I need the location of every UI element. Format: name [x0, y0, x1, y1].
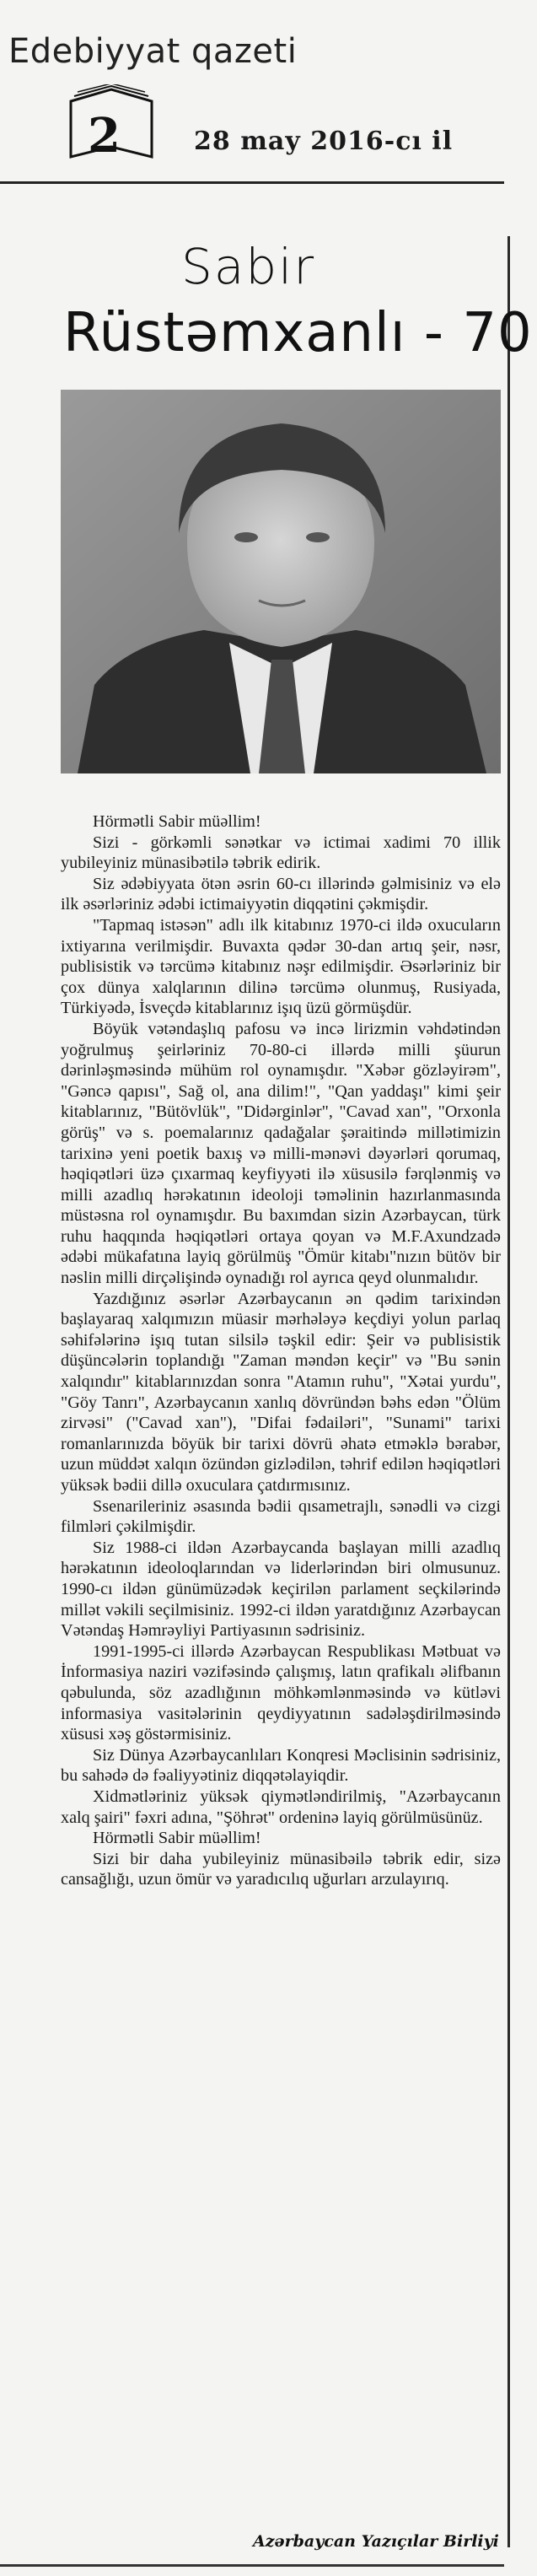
- paragraph-5: Böyük vətəndaşlıq pafosu və incə lirizmin vəhdətindən yoğrulmuş şeirləriniz 70-80-ci illərdə milli şüurun dərinləşməsində mühüm rol oynamışdır. "Xəbər gözləyirəm", "Gəncə qapısı", Sağ ol, ana dilim!", "Qan yaddaşı" kimi şeir kitablarınız, "Bütövlük", "Didərginlər", "Cavad xan", "Orxonla görüş" və s. poemalarınız qadağalar şəraitində millətimizin tarixinə yeni poetik baxış və milli-mənəvi dəyərləri qorumaq, həqiqətləri üzə çıxarmaq keyfiyyəti ilə xüsusilə fərqlənmiş və milli azadlıq hərəkatının ideoloji təməlinin hazırlanmasında müstəsna rol oynamışdır. Bu baxımdan sizin Azərbaycan, türk ruhu haqqında həqiqətləri ortaya qoyan və M.F.Axundzadə ədəbi mükafatına layiq görülmüş "Ömür kitabı"nızın bütöv bir nəslin milli dirçəlişində oynadığı rol ayrıca qeyd olunmalıdır.: [61, 1019, 501, 1288]
- portrait-photo: [61, 390, 501, 773]
- paragraph-3: Siz ədəbiyyata ötən əsrin 60-cı illərində gəlmisiniz və elə ilk əsərləriniz ədəbi ictimaiyyətin diqqətini çəkmişdir.: [61, 874, 501, 914]
- paragraph-8: Siz 1988-ci ildən Azərbaycanda başlayan milli azadlıq hərəkatının ideoloqlarından və liderlərindən biri olmusunuz. 1990-cı ildən günümüzədək keçirilən parlament seçkilərində millət vəkili seçilmisiniz. 1992-ci ildən yaratdığınız Azərbaycan Vətəndaş Həmrəyliyi Partiyasının sədrisiniz.: [61, 1538, 501, 1641]
- paragraph-9: 1991-1995-ci illərdə Azərbaycan Respublikası Mətbuat və İnformasiya naziri vəzifəsində çalışmış, latın qrafikalı əlifbanın qəbulunda, söz azadlığının möhkəmlənməsində və kütləvi informasiya vasitələrinin qeydiyyatının sadələşdirilməsində xüsusi xəş göstərmisiniz.: [61, 1641, 501, 1744]
- article-body: [61, 811, 501, 1890]
- column-divider: [507, 236, 510, 2547]
- page-number: 2: [88, 108, 121, 164]
- paragraph-6: Yazdığınız əsərlər Azərbaycanın ən qədim tarixindən başlayaraq xalqımızın müasir mərhələyə keçdiyi yolun parlaq səhifələrinə işıq tutan silsilə təşkil edir: Şeir və publisistik düşüncələrin toplandığı "Zaman məndən keçir" və "Bu sənin xalqındır" kitablarınızdan sonra "Atamın ruhu", "Xətai yurdu", "Göy Tanrı", Azərbaycanın xanlıq dövründən bəhs edən "Ölüm zirvəsi" ("Cavad xan"), "Difai fədailəri", "Sunami" tarixi romanlarınızda böyük bir tarixi dövrü əhatə etməklə bərabər, uzun müddət xalqın özündən gizlədilən, təhrif edilən həqiqətləri yüksək bədii dillə oxuculara çatdırmısınız.: [61, 1289, 501, 1495]
- paragraph-10: Siz Dünya Azərbaycanlıları Konqresi Məclisinin sədrisiniz, bu sahədə də fəaliyyətiniz diqqətəlayiqdir.: [61, 1745, 501, 1786]
- headline-line-2: Rüstəmxanlı - 70: [63, 302, 533, 364]
- article-signature: Azərbaycan Yazıçılar Birliyi: [253, 2532, 499, 2551]
- newspaper-masthead: Edebiyyat qazeti: [8, 32, 298, 71]
- paragraph-4: "Tapmaq istəsən" adlı ilk kitabınız 1970-ci ildə oxucuların ixtiyarına verilmişdir. Buvaxta qədər 30-dan artıq şeir, nəsr, publisistik və tərcümə kitabınız nəşr edilmişdir. Əsərləriniz bir çox dünya xalqlarının dilinə tərcümə olunmuş, Rusiyada, Türkiyədə, İsveçdə kitablarınız işıq üzü görmüşdür.: [61, 915, 501, 1018]
- issue-date: 28 may 2016-cı il: [194, 127, 454, 156]
- header-rule: [0, 181, 504, 184]
- paragraph-1: Hörmətli Sabir müəllim!: [93, 812, 261, 831]
- paragraph-11: Xidmətləriniz yüksək qiymətləndirilmiş, "Azərbaycanın xalq şairi" fəxri adına, "Şöhrət" ordeninə layiq görülmüsünüz.: [61, 1786, 501, 1827]
- headline-line-1: Sabir: [181, 238, 316, 295]
- paragraph-2: Sizi - görkəmli sənətkar və ictimai xadimi 70 illik yubileyiniz münasibətilə təbrik edirik.: [61, 833, 501, 873]
- paragraph-7: Ssenarileriniz əsasında bədii qısametrajlı, sənədli və cizgi filmləri çəkilmişdir.: [61, 1496, 501, 1537]
- paragraph-12: Hörmətli Sabir müəllim!: [93, 1829, 261, 1848]
- footer-rule: [0, 2564, 504, 2567]
- paragraph-13: Sizi bir daha yubileyiniz münasibəilə təbrik edir, sizə cansağlığı, uzun ömür və yaradıcılıq uğurları arzulayırıq.: [61, 1849, 501, 1889]
